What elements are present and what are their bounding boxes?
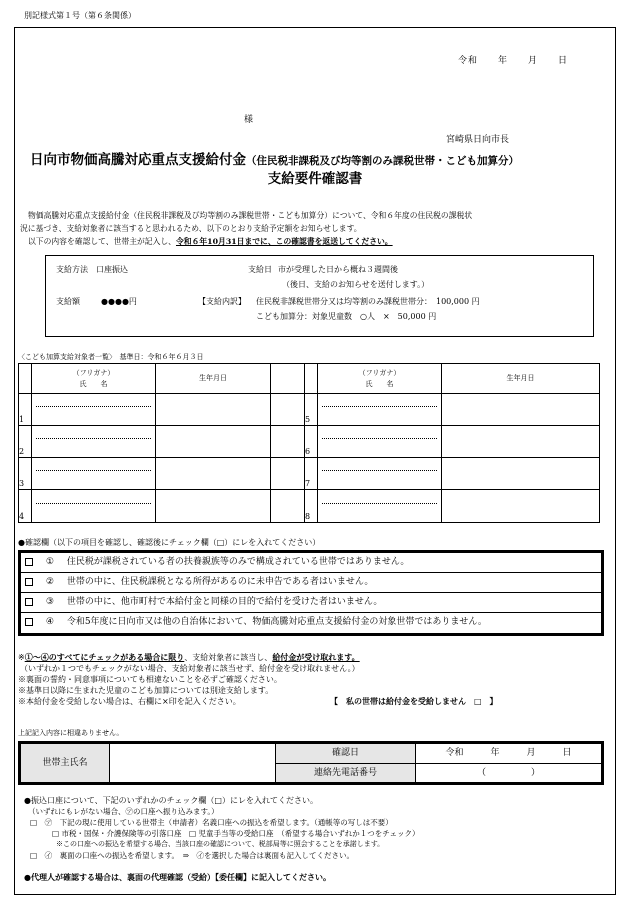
child-name-cell[interactable]: [318, 458, 442, 490]
child-name-cell[interactable]: [318, 394, 442, 426]
document-title: [30, 151, 519, 170]
confirm-item-3[interactable]: ③ 世帯の中に、他市町村で本給付金と同様の目的で給付を受けた者はいません。: [21, 593, 601, 613]
child-row: 2 6: [19, 426, 600, 458]
payment-detail-line1: 住民税非課税世帯分又は均等割のみ課税世帯分： 100,000 円: [256, 297, 480, 306]
bank-line-2: （いずれにもレがない場合、㋐の口座へ振り込みます。）: [28, 807, 219, 816]
applicant-caption: 上記記入内容に相違ありません。: [18, 729, 124, 737]
form-number: 別記様式第１号（第６条関係）: [24, 11, 136, 20]
payment-date-value: 市が受理した日から概ね３週間後: [278, 265, 398, 274]
child-row: 4 8: [19, 490, 600, 523]
bank-line-1: ●振込口座について、下記のいずれかのチェック欄（□）にレを入れてください。: [24, 796, 318, 805]
checkbox[interactable]: [25, 578, 33, 586]
dob-header-right: 生年月日: [442, 364, 600, 394]
note-3: ※裏面の誓約・同意事項についても相違ないことを必ずご確認ください。: [18, 675, 282, 684]
note-1: ※①～④のすべてにチェックがある場合に限り、支給対象者に該当し、給付金が受け取れます。: [18, 652, 360, 662]
date-header: 令和 年 月 日: [458, 56, 569, 66]
bank-consent-note: ※この口座への振込を希望する場合、当該口座の確認について、税部局等に照会することを承諾します。: [56, 840, 385, 848]
furigana-name-header-right: （フリガナ） 氏 名: [318, 364, 442, 394]
payment-detail-label: 【支給内訳】: [198, 297, 246, 306]
payment-date-label: 支給日: [248, 265, 272, 274]
phone-input[interactable]: （ ）: [416, 763, 603, 784]
note-5: ※本給付金を受給しない場合は、右欄に×印を記入ください。: [18, 697, 241, 706]
checkbox[interactable]: [25, 618, 33, 626]
child-name-cell[interactable]: [318, 426, 442, 458]
confirm-date-input[interactable]: 令和 年 月 日: [416, 743, 603, 764]
child-row: 1 5: [19, 394, 600, 426]
note-2: （いずれか１つでもチェックがない場合、支給対象者に該当せず、給付金を受け取れません。）: [20, 664, 360, 673]
issuer: 宮崎県日向市長: [446, 135, 510, 145]
bank-option-a[interactable]: □ ㋐ 下記の現に使用している世帯主（申請者）名義口座への振込を希望します。（通帳等の写しは不要）: [30, 818, 393, 827]
head-name-label: 世帯主氏名: [20, 743, 110, 784]
intro-deadline: 令和６年10月31日までに、この確認書を返送してください。: [175, 237, 393, 246]
dob-header-left: 生年月日: [156, 364, 271, 394]
children-caption: 〈こども加算支給対象者一覧〉 基準日：令和６年６月３日: [18, 353, 204, 361]
confirm-checklist: [18, 550, 604, 636]
head-name-input[interactable]: [110, 743, 276, 784]
payment-method-value: 口座振込: [96, 265, 128, 274]
proxy-note: ●代理人が確認する場合は、裏面の代理確認（受給）【委任欄】に記入してください。: [24, 872, 331, 882]
child-dob-cell[interactable]: [156, 458, 271, 490]
payment-detail-line2: こども加算分：対象児童数 ○人 × 50,000 円: [256, 312, 437, 321]
addressee-suffix: 様: [244, 115, 254, 125]
child-dob-cell[interactable]: [442, 458, 600, 490]
note-4: ※基準日以降に生まれた児童のこども加算については別途支給します。: [18, 686, 274, 695]
furigana-name-header-left: （フリガナ） 氏 名: [32, 364, 156, 394]
decline-checkbox-label[interactable]: 【 私の世帯は給付金を受給しません □ 】: [330, 696, 498, 706]
child-dob-cell[interactable]: [156, 426, 271, 458]
intro-line3-pre: 以下の内容を確認して、世帯主が記入し、: [28, 237, 176, 246]
confirm-item-2[interactable]: ② 世帯の中に、住民税課税となる所得があるのに未申告である者はいません。: [21, 573, 601, 593]
child-name-cell[interactable]: [32, 458, 156, 490]
child-name-cell[interactable]: [32, 426, 156, 458]
confirm-date-label: 確認日: [276, 743, 416, 764]
title-line2: 支給要件確認書: [267, 171, 363, 187]
payment-method-label: 支給方法: [56, 265, 88, 274]
child-name-cell[interactable]: [318, 490, 442, 523]
child-name-cell[interactable]: [32, 394, 156, 426]
checkbox[interactable]: [25, 558, 33, 566]
child-dob-cell[interactable]: [156, 394, 271, 426]
phone-label: 連絡先電話番号: [276, 763, 416, 784]
payment-date-note: （後日、支給のお知らせを送付します。）: [282, 280, 430, 289]
bank-option-a-sub[interactable]: □ 市税・国保・介護保険等の引落口座 □ 児童手当等の受給口座 （希望する場合いずれか１つをチェック）: [52, 829, 420, 838]
payment-amount-label: 支給額: [56, 297, 80, 306]
confirm-item-1[interactable]: ① 住民税が課税されている者の扶養親族等のみで構成されている世帯ではありません。: [21, 553, 601, 573]
child-dob-cell[interactable]: [442, 394, 600, 426]
payment-info-box: [45, 255, 594, 337]
intro-line1: 物価高騰対応重点支援給付金（住民税非課税及び均等割のみ課税世帯・こども加算分）について、令和６年度の住民税の課税状: [28, 211, 473, 220]
child-row: 3 7: [19, 458, 600, 490]
child-name-cell[interactable]: [32, 490, 156, 523]
intro-line3: [28, 236, 393, 247]
checkbox[interactable]: [25, 598, 33, 606]
intro-line2: 況に基づき、支給対象者に該当すると思われるため、以下のとおり支給予定額をお知らせします。: [20, 224, 362, 233]
title-sub: （住民税非課税及び均等割のみ課税世帯・こども加算分）: [246, 155, 519, 167]
applicant-table: [18, 741, 604, 785]
bank-option-b[interactable]: □ ㋑ 裏面の口座への振込を希望します。 ⇒ ㋑を選択した場合は裏面も記入してください。: [30, 851, 355, 860]
child-dob-cell[interactable]: [156, 490, 271, 523]
title-main: 日向市物価高騰対応重点支援給付金: [30, 152, 246, 168]
child-dob-cell[interactable]: [442, 490, 600, 523]
confirm-item-4[interactable]: ④ 令和5年度に日向市又は他の自治体において、物価高騰対応重点支援給付金の対象世帯ではありません。: [21, 613, 601, 633]
child-dob-cell[interactable]: [442, 426, 600, 458]
children-table: [18, 363, 600, 523]
confirm-heading: ●確認欄（以下の項目を確認し、確認後にチェック欄（□）にレを入れてください）: [18, 538, 321, 547]
payment-amount-value: ●●●●円: [101, 297, 137, 306]
